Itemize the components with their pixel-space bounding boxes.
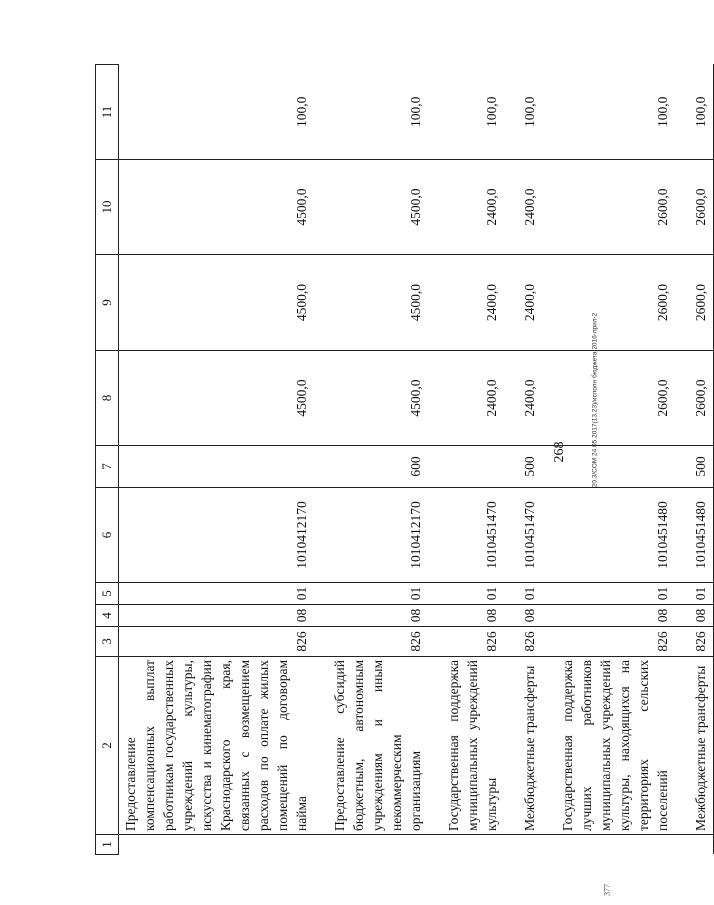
row-spacer <box>428 65 442 855</box>
row-code-5: 01 <box>119 583 315 605</box>
col-header-1: 1 <box>96 835 119 855</box>
row-value-10: 2600,0 <box>689 160 714 255</box>
col-header-9: 9 <box>96 255 119 351</box>
row-code-5: 01 <box>442 583 504 605</box>
row-spacer <box>542 65 556 855</box>
table-row <box>556 65 675 855</box>
table-row <box>119 65 315 855</box>
col-header-8: 8 <box>96 351 119 446</box>
col-header-5: 5 <box>96 583 119 605</box>
col-header-6: 6 <box>96 488 119 583</box>
row-code-4: 08 <box>556 605 675 627</box>
row-code-4: 08 <box>442 605 504 627</box>
row-value-9: 2400,0 <box>442 255 504 351</box>
row-code-4: 08 <box>328 605 428 627</box>
row-value-11: 100,0 <box>556 65 675 160</box>
row-value-10: 2600,0 <box>556 160 675 255</box>
row-name: Государственная поддержка лучших работников муниципальных учреждений культуры, находящихся на территориях сельских поселений <box>556 657 675 835</box>
row-code-6: 1010451480 <box>556 488 675 583</box>
row-spacer <box>675 65 689 855</box>
row-code-6: 1010412170 <box>119 488 315 583</box>
row-code-7 <box>119 446 315 488</box>
row-code-5: 01 <box>518 583 542 605</box>
row-code-5: 01 <box>556 583 675 605</box>
row-code-7: 600 <box>328 446 428 488</box>
row-code-4: 08 <box>119 605 315 627</box>
row-code-3: 826 <box>689 627 714 657</box>
row-code-7: 500 <box>518 446 542 488</box>
row-name: Государственная поддержка муниципальных учреждений культуры <box>442 657 504 835</box>
col-header-3: 3 <box>96 627 119 657</box>
row-code-3: 826 <box>518 627 542 657</box>
table-row <box>328 65 428 855</box>
row-code-7 <box>442 446 504 488</box>
row-code-5: 01 <box>328 583 428 605</box>
row-value-8: 4500,0 <box>119 351 315 446</box>
row-spacer <box>504 65 518 855</box>
col-header-7: 7 <box>96 446 119 488</box>
row-code-4: 08 <box>518 605 542 627</box>
row-value-8: 2400,0 <box>518 351 542 446</box>
row-value-11: 100,0 <box>518 65 542 160</box>
row-value-10: 2400,0 <box>518 160 542 255</box>
table-row <box>518 65 542 855</box>
col-header-2: 2 <box>96 657 119 835</box>
table-row <box>442 65 504 855</box>
row-code-5: 01 <box>689 583 714 605</box>
row-code-3: 826 <box>442 627 504 657</box>
row-code-6: 1010451480 <box>689 488 714 583</box>
column-number-row <box>96 65 119 855</box>
row-code-7 <box>556 446 675 488</box>
row-value-8: 2600,0 <box>689 351 714 446</box>
row-value-11: 100,0 <box>689 65 714 160</box>
row-code-6: 1010451470 <box>518 488 542 583</box>
col-header-4: 4 <box>96 605 119 627</box>
row-value-8: 4500,0 <box>328 351 428 446</box>
row-spacer <box>314 65 328 855</box>
row-value-9: 2600,0 <box>689 255 714 351</box>
row-value-10: 4500,0 <box>119 160 315 255</box>
row-name: Межбюджетные трансферты <box>689 657 714 835</box>
table-row <box>689 65 714 855</box>
row-value-9: 2600,0 <box>556 255 675 351</box>
row-code-7: 500 <box>689 446 714 488</box>
row-value-8: 2400,0 <box>442 351 504 446</box>
row-value-11: 100,0 <box>119 65 315 160</box>
page-number: 268 <box>552 441 567 463</box>
row-code-4: 08 <box>689 605 714 627</box>
row-code-6: 1010451470 <box>442 488 504 583</box>
row-code-3: 826 <box>328 627 428 657</box>
row-code-3: 826 <box>119 627 315 657</box>
row-value-9: 2400,0 <box>518 255 542 351</box>
row-value-9: 4500,0 <box>328 255 428 351</box>
row-name: Предоставление компенсационных выплат работникам государственных учреждений культуры, искусства и кинематографии Краснодарского края, связанных с возмещением расходов по оплате жилых помещений по договорам найма <box>119 657 315 835</box>
budget-table <box>95 64 714 855</box>
row-code-6: 1010412170 <box>328 488 428 583</box>
file-path-note: 20.3/СОМ 24.05.2017(13.23)/исполн бюджета 2016-прил-2 <box>591 312 599 488</box>
corner-page-number: 377 <box>602 884 612 896</box>
col-header-11: 11 <box>96 65 119 160</box>
row-code-3: 826 <box>556 627 675 657</box>
row-value-10: 4500,0 <box>328 160 428 255</box>
row-value-11: 100,0 <box>328 65 428 160</box>
row-name: Межбюджетные трансферты <box>518 657 542 835</box>
row-value-8: 2600,0 <box>556 351 675 446</box>
row-value-10: 2400,0 <box>442 160 504 255</box>
col-header-10: 10 <box>96 160 119 255</box>
row-name: Предоставление субсидий бюджетным, автономным учреждениям и иным некоммерческим организациям <box>328 657 428 835</box>
row-value-11: 100,0 <box>442 65 504 160</box>
row-value-9: 4500,0 <box>119 255 315 351</box>
